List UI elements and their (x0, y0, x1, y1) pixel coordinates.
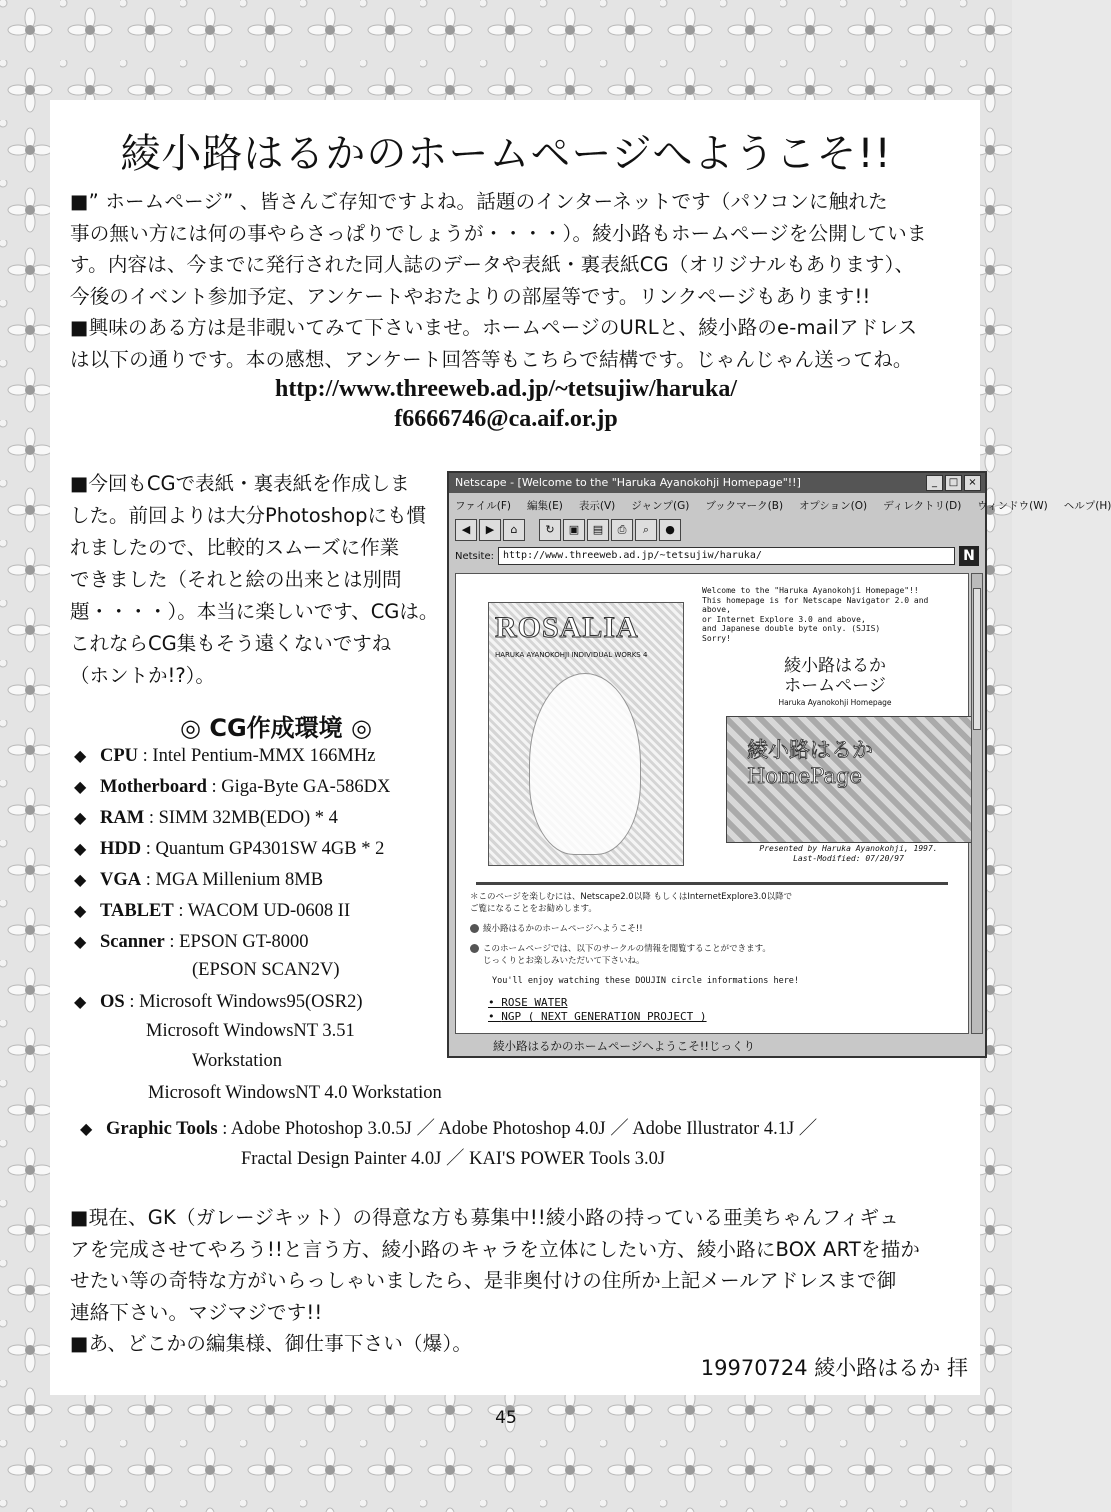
email-address: f6666746@ca.aif.or.jp (394, 406, 618, 432)
intro-line: 今後のイベント参加予定、アンケートやおたよりの部屋等です。リンクページもあります!! (70, 284, 871, 308)
welcome-english-text (702, 586, 972, 643)
browser-titlebar (449, 473, 985, 493)
menu-go: ジャンプ(G) (631, 499, 690, 512)
bottom-paragraph (70, 1202, 972, 1360)
presented-by (726, 844, 971, 863)
menu-bookmarks: ブックマーク(B) (705, 499, 784, 512)
cg-line: これならCG集もそう遠くないですね (70, 632, 392, 655)
spec-key: TABLET (100, 901, 174, 921)
welcome-item (470, 924, 643, 935)
spec-value: : Intel Pentium-MMX 166MHz (138, 746, 376, 766)
back-icon: ◀ (455, 519, 477, 541)
bottom-line: アを完成させてやろう!!と言う方、綾小路のキャラを立体にしたい方、綾小路にBOX ARTを描か (70, 1237, 921, 1261)
spec-value: : Adobe Photoshop 3.0.5J ／ Adobe Photoshop 4.0J ／ Adobe Illustrator 4.1J ／ (217, 1119, 818, 1139)
spec-os-cont: Workstation (192, 1051, 282, 1071)
modified-line: Last-Modified: 07/20/97 (793, 853, 904, 863)
cover-image (488, 602, 684, 866)
browser-content (455, 573, 969, 1034)
cg-environment-heading: ◎ CG作成環境 ◎ (180, 714, 372, 742)
welcome-line: This homepage is for Netscape Navigator 2.0 and (702, 595, 929, 605)
browser-menubar (449, 495, 1111, 515)
diamond-bullet-icon: ◆ (74, 872, 87, 889)
spec-value: : SIMM 32MB(EDO) * 4 (144, 808, 338, 828)
signature: 19970724 綾小路はるか 拝 (700, 1356, 968, 1380)
link-rose-water: • ROSE WATER (488, 996, 568, 1009)
reload-icon: ↻ (539, 519, 561, 541)
banner-text (747, 737, 873, 789)
homepage-url: http://www.threeweb.ad.jp/~tetsujiw/haruka/ (274, 376, 738, 402)
cg-line: できました（それと絵の出来とは別問 (70, 568, 402, 591)
spec-key: Graphic Tools (106, 1119, 218, 1139)
images-icon: ▣ (563, 519, 585, 541)
banner-line: HomePage (747, 764, 862, 788)
browser-statusbar: 綾小路はるかのホームページへようこそ!!じっくり (493, 1039, 755, 1053)
menu-help: ヘルプ(H) (1063, 499, 1111, 512)
spec-tools-cont: Fractal Design Painter 4.0J ／ KAI'S POWER Tools 3.0J (241, 1149, 666, 1169)
intro-line: ■” ホームページ” 、皆さんご存知ですよね。話題のインターネットです（パソコンに触れた (70, 190, 888, 213)
spec-value: : Giga-Byte GA-586DX (206, 777, 391, 797)
stop-icon: ● (659, 519, 681, 541)
scrollbar-thumb (973, 588, 981, 730)
spec-value: : EPSON GT-8000 (164, 932, 309, 952)
cg-paragraph (70, 468, 442, 692)
cover-title: ROSALIA (495, 611, 639, 644)
info-item-cont: じっくりとお楽しみいただいて下さいね。 (483, 956, 645, 966)
bullet-icon (470, 924, 479, 933)
diamond-bullet-icon: ◆ (80, 1121, 93, 1138)
spec-vga (74, 870, 323, 891)
spec-value: : Microsoft Windows95(OSR2) (124, 992, 363, 1012)
diamond-bullet-icon: ◆ (74, 934, 87, 951)
english-note: You'll enjoy watching these DOUJIN circle informations here! (492, 976, 800, 986)
spec-key: OS (100, 992, 125, 1012)
note-line: ご覧になることをお勧めします。 (470, 904, 597, 914)
window-controls (926, 475, 981, 491)
site-title-line: ホームページ (784, 676, 886, 696)
spec-os (74, 992, 363, 1013)
welcome-line: Sorry! (702, 633, 731, 643)
info-item (470, 944, 771, 955)
bottom-line: ■現在、GK（ガレージキット）の得意な方も募集中!!綾小路の持っている亜美ちゃんフィギュ (70, 1206, 899, 1229)
spec-motherboard (74, 777, 390, 798)
page-number: 45 (495, 1408, 517, 1428)
forward-icon: ▶ (479, 519, 501, 541)
home-icon: ⌂ (503, 519, 525, 541)
spec-value: : Quantum GP4301SW 4GB * 2 (141, 839, 385, 859)
cg-line: ■今回もCGで表紙・裏表紙を作成しま (70, 472, 410, 495)
cg-line: した。前回よりは大分Photoshopにも慣 (70, 504, 426, 527)
location-label: Netsite: (455, 550, 494, 562)
diamond-bullet-icon: ◆ (74, 903, 87, 920)
intro-paragraph (70, 186, 972, 375)
diamond-bullet-icon: ◆ (74, 779, 87, 796)
netscape-logo-icon: N (959, 546, 979, 566)
bullet-icon (470, 944, 479, 953)
cover-subtitle: HARUKA AYANOKOHJI INDIVIDUAL WORKS 4 (495, 651, 648, 659)
spec-cpu (74, 746, 375, 767)
browser-title: Netscape - [Welcome to the "Haruka Ayanokohji Homepage"!!] (455, 476, 801, 489)
spec-key: HDD (100, 839, 142, 859)
close-icon: × (964, 475, 981, 491)
welcome-item-text: 綾小路はるかのホームページへようこそ!! (483, 924, 643, 934)
spec-tablet (74, 901, 350, 922)
page-title: 綾小路はるかのホームページへようこそ!! (120, 131, 892, 177)
spec-os-cont: Microsoft WindowsNT 4.0 Workstation (148, 1083, 442, 1103)
diamond-bullet-icon: ◆ (74, 810, 87, 827)
welcome-line: Welcome to the "Haruka Ayanokohji Homepage"!! (702, 586, 919, 595)
vertical-scrollbar (971, 573, 983, 1034)
spec-key: RAM (100, 808, 145, 828)
site-title-line: 綾小路はるか (784, 656, 886, 676)
link-text: ROSE WATER (501, 996, 568, 1009)
info-item-text: このホームページでは、以下のサークルの情報を閲覧することができます。 (483, 944, 771, 954)
intro-line: ■興味のある方は是非覗いてみて下さいませ。ホームページのURLと、綾小路のe-mailアドレス (70, 316, 918, 339)
spec-key: Scanner (100, 932, 165, 952)
link-ngp: • NGP ( NEXT GENERATION PROJECT ) (488, 1010, 707, 1023)
spec-value: : WACOM UD-0608 II (173, 901, 351, 921)
menu-edit: 編集(E) (527, 499, 563, 512)
intro-line: は以下の通りです。本の感想、アンケート回答等もこちらで結構です。じゃんじゃん送ってね。 (70, 347, 913, 371)
divider (476, 882, 948, 885)
presented-line: Presented by Haruka Ayanokohji, 1997. (759, 844, 938, 853)
link-text: NGP ( NEXT GENERATION PROJECT ) (501, 1010, 707, 1023)
welcome-line: above, (702, 605, 731, 614)
print-icon: ⎙ (611, 519, 633, 541)
menu-options: オプション(O) (799, 499, 868, 512)
spec-scanner-cont: (EPSON SCAN2V) (192, 960, 340, 980)
intro-line: す。内容は、今までに発行された同人誌のデータや表紙・裏表紙CG（オリジナルもあります）、 (70, 253, 915, 276)
bottom-line: ■あ、どこかの編集様、御仕事下さい（爆）。 (70, 1332, 473, 1355)
spec-hdd (74, 839, 384, 860)
netscape-browser-screenshot (447, 471, 1111, 1058)
menu-view: 表示(V) (578, 499, 616, 512)
spec-graphic-tools (80, 1114, 817, 1140)
cg-line: （ホントか!?）。 (70, 664, 215, 687)
maximize-icon: □ (945, 475, 962, 491)
minimize-icon: _ (926, 475, 943, 491)
spec-ram (74, 808, 338, 829)
location-field: http://www.threeweb.ad.jp/~tetsujiw/haruka/ (498, 547, 955, 565)
cg-line: れましたので、比較的スムーズに作業 (70, 536, 400, 559)
spec-scanner (74, 932, 309, 953)
banner-line: 綾小路はるか (747, 738, 873, 762)
location-bar (455, 546, 979, 566)
diamond-bullet-icon: ◆ (74, 841, 87, 858)
homepage-banner (726, 716, 973, 843)
menu-directory: ディレクトリ(D) (883, 499, 962, 512)
open-icon: ▤ (587, 519, 609, 541)
note-line: ＊このページを楽しむには、Netscape2.0以降 もしくはInternetExplore3.0以降で (470, 892, 793, 902)
menu-file: ファイル(F) (455, 499, 512, 512)
cg-line: 題・・・・）。本当に楽しいです、CGは。 (70, 600, 439, 623)
welcome-line: and Japanese double byte only. (SJIS) (702, 624, 881, 633)
site-subtitle: Haruka Ayanokohji Homepage (778, 698, 892, 707)
diamond-bullet-icon: ◆ (74, 994, 87, 1011)
intro-line: 事の無い方には何の事やらさっぱりでしょうが・・・・）。綾小路もホームページを公開していま (70, 221, 927, 245)
menu-window: ウィンドウ(W) (977, 499, 1048, 512)
diamond-bullet-icon: ◆ (74, 748, 87, 765)
browser-toolbar (455, 519, 681, 541)
cover-illustration (529, 673, 641, 855)
spec-key: Motherboard (100, 777, 207, 797)
spec-key: CPU (100, 746, 139, 766)
welcome-line: or Internet Explore 3.0 and above, (702, 614, 866, 624)
spec-os-cont: Microsoft WindowsNT 3.51 (146, 1021, 355, 1041)
bottom-line: 連絡下さい。マジマジです!! (70, 1300, 323, 1324)
site-title (706, 656, 964, 696)
spec-key: VGA (100, 870, 142, 890)
spec-value: : MGA Millenium 8MB (141, 870, 324, 890)
find-icon: ⌕ (635, 519, 657, 541)
bottom-line: せたい等の奇特な方がいらっしゃいましたら、是非奥付けの住所か上記メールアドレスまで御 (70, 1269, 897, 1292)
